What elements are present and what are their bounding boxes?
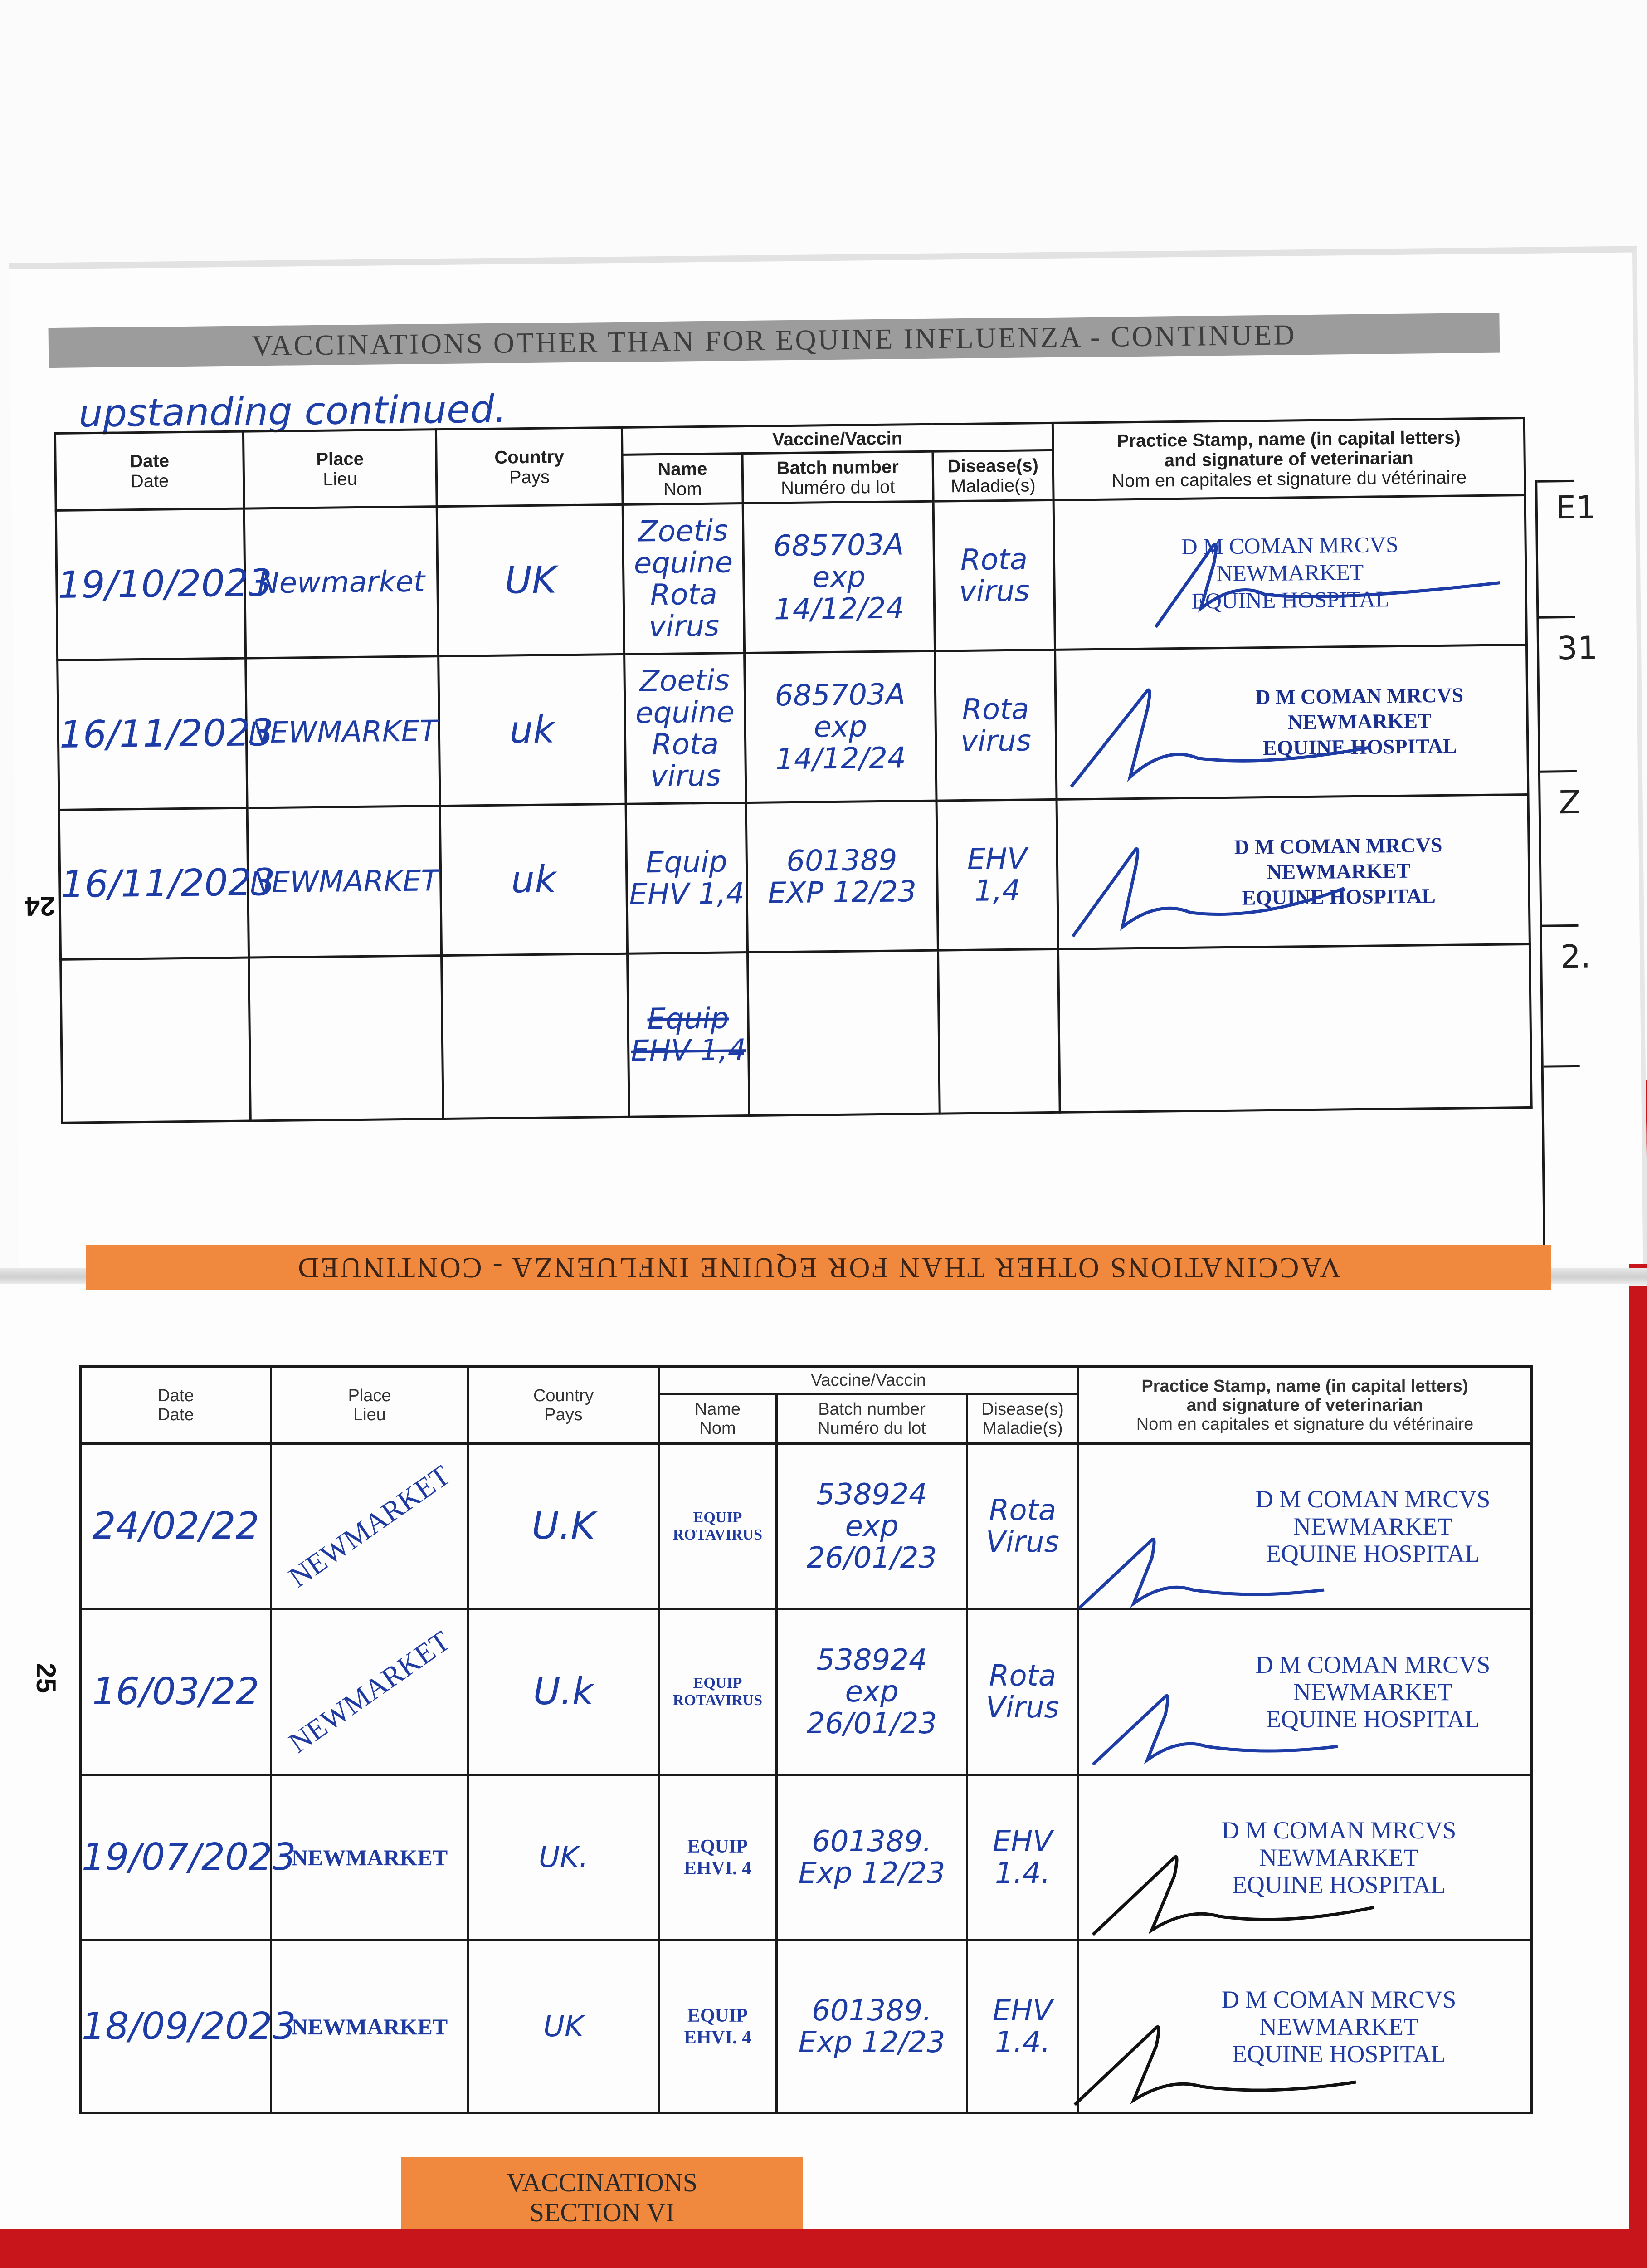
edge-text: E1 (1555, 489, 1597, 527)
place-cell: NEWMARKET (271, 1775, 468, 1941)
edge-line (1540, 770, 1577, 773)
place-cell (271, 1444, 468, 1609)
date-cell: 24/02/22 (81, 1444, 271, 1609)
header-place: Place Lieu (243, 430, 437, 508)
vaccination-table-top (54, 417, 1533, 1124)
vaccine-name-cell: EQUIP ROTAVIRUS (659, 1609, 777, 1775)
header-name: Name Nom (659, 1394, 777, 1444)
place-cell: NEWMARKET (247, 806, 441, 958)
table-row (58, 645, 1528, 810)
vaccination-table-bottom (79, 1365, 1533, 2114)
place-stamp: NEWMARKET (283, 1459, 456, 1593)
country-cell: UK. (468, 1775, 659, 1941)
date-cell: 16/11/2023 (59, 808, 249, 959)
place-cell (271, 1609, 468, 1775)
vet-stamp: D M COMAN MRCVS NEWMARKET EQUINE HOSPITAL (1234, 833, 1442, 909)
date-cell: 16/11/2023 (58, 658, 247, 810)
batch-cell: 685703A exp 14/12/24 (743, 501, 935, 653)
vet-stamp-cell (1078, 1609, 1532, 1775)
disease-cell: EHV 1.4. (967, 1775, 1078, 1941)
vet-stamp: D M COMAN MRCVS NEWMARKET EQUINE HOSPITAL (1221, 1817, 1457, 1898)
edge-text: 31 (1557, 629, 1598, 667)
vet-stamp-cell (1078, 1775, 1532, 1941)
edge-text: Z (1559, 783, 1581, 821)
vaccine-name-cell: Equip EHV 1,4 (628, 953, 750, 1117)
page-number-24: 24 (24, 891, 55, 922)
page-number-25: 25 (30, 1663, 61, 1693)
vaccine-name-cell: EQUIP ROTAVIRUS (659, 1444, 777, 1609)
page-24-banner: VACCINATIONS OTHER THAN FOR EQUINE INFLUENZA - CONTINUED (49, 313, 1500, 368)
header-place: Place Lieu (271, 1367, 468, 1444)
header-stamp: Practice Stamp, name (in capital letters) and signature of veterinarian Nom en capitales et signature du vétérinaire (1078, 1367, 1532, 1444)
disease-cell: Rota Virus (967, 1444, 1078, 1609)
date-cell: 19/10/2023 (56, 508, 245, 660)
page-25 (0, 1252, 1629, 2232)
batch-cell: 685703A exp 14/12/24 (745, 651, 936, 802)
vaccine-name-cell: Zoetis equine Rota virus (624, 653, 746, 804)
vaccine-name-cell: EQUIP EHVI. 4 (659, 1775, 777, 1941)
vet-stamp-cell (1057, 794, 1530, 949)
disease-cell: Rota virus (935, 650, 1057, 801)
edge-line (1539, 616, 1575, 619)
section-label: VACCINATIONS SECTION VI (401, 2157, 803, 2239)
disease-cell: Rota virus (933, 500, 1055, 651)
place-cell: Newmarket (244, 507, 438, 658)
page-25-banner: VACCINATIONS OTHER THAN FOR EQUINE INFLUENZA - CONTINUED (86, 1245, 1551, 1290)
header-name: Name Nom (622, 454, 743, 505)
batch-cell: 601389. Exp 12/23 (777, 1941, 967, 2113)
handwritten-note: upstanding continued. (78, 386, 507, 436)
batch-cell: 601389 EXP 12/23 (746, 801, 938, 952)
header-disease: Disease(s) Maladie(s) (967, 1394, 1078, 1444)
vet-stamp: D M COMAN MRCVS NEWMARKET EQUINE HOSPITAL (1255, 1651, 1491, 1733)
table-row (81, 1444, 1532, 1609)
vet-stamp-cell (1055, 645, 1528, 800)
header-country: Country Pays (468, 1367, 659, 1444)
date-cell (61, 958, 251, 1123)
edge-text: 2. (1560, 938, 1591, 976)
header-stamp: Practice Stamp, name (in capital letters) and signature of veterinarian Nom en capitales et signature du vétérinaire (1053, 418, 1525, 500)
country-cell: uk (439, 654, 626, 806)
header-disease: Disease(s) Maladie(s) (933, 450, 1053, 501)
disease-cell: EHV 1,4 (936, 799, 1058, 950)
next-page-edge (1535, 480, 1598, 1297)
disease-cell: EHV 1.4. (967, 1941, 1078, 2113)
batch-cell: 538924 exp 26/01/23 (777, 1609, 967, 1775)
vaccine-name-cell: Equip EHV 1,4 (626, 803, 747, 954)
table-row (81, 1941, 1532, 2113)
table-row (56, 495, 1526, 660)
edge-line (1542, 924, 1578, 927)
country-cell: UK (468, 1941, 659, 2113)
vet-stamp: D M COMAN MRCVS NEWMARKET EQUINE HOSPITAL (1255, 683, 1464, 759)
batch-cell: 601389. Exp 12/23 (777, 1775, 967, 1941)
vaccine-name-cell: EQUIP EHVI. 4 (659, 1941, 777, 2113)
country-cell: uk (440, 804, 627, 955)
vet-stamp: D M COMAN MRCVS NEWMARKET EQUINE HOSPITAL (1221, 1985, 1457, 2068)
edge-line (1544, 1065, 1580, 1068)
vet-stamp-cell (1058, 944, 1531, 1112)
vet-stamp: D M COMAN MRCVS NEWMARKET EQUINE HOSPITAL (1181, 531, 1399, 614)
header-vaccine: Vaccine/Vaccin (622, 423, 1053, 455)
disease-cell: Rota Virus (967, 1609, 1078, 1775)
place-cell (249, 956, 443, 1121)
vet-stamp-cell (1078, 1941, 1532, 2113)
country-cell: U.K (468, 1444, 659, 1609)
country-cell (442, 953, 629, 1119)
header-vaccine: Vaccine/Vaccin (659, 1367, 1078, 1394)
table-row (81, 1609, 1532, 1775)
header-country: Country Pays (436, 427, 623, 506)
booklet-cover-bottom (0, 2229, 1647, 2268)
edge-line (1537, 480, 1574, 483)
vet-stamp-cell (1078, 1444, 1532, 1609)
header-batch: Batch number Numéro du lot (777, 1394, 967, 1444)
vet-stamp: D M COMAN MRCVS NEWMARKET EQUINE HOSPITAL (1255, 1486, 1491, 1567)
table-row (59, 794, 1530, 959)
place-cell: NEWMARKET (246, 656, 440, 808)
header-date: Date Date (55, 431, 244, 510)
date-cell: 18/09/2023 (81, 1941, 271, 2113)
table-row (81, 1775, 1532, 1941)
page-24 (9, 246, 1647, 1281)
date-cell: 16/03/22 (81, 1609, 271, 1775)
batch-cell: 538924 exp 26/01/23 (777, 1444, 967, 1609)
vaccine-name-cell: Zoetis equine Rota virus (623, 503, 744, 655)
disease-cell (938, 949, 1060, 1114)
header-date: Date Date (81, 1367, 271, 1444)
place-stamp: NEWMARKET (283, 1624, 456, 1759)
country-cell: U.k (468, 1609, 659, 1775)
country-cell: UK (437, 504, 624, 656)
date-cell: 19/07/2023 (81, 1775, 271, 1941)
table-row (61, 944, 1532, 1123)
place-cell: NEWMARKET (271, 1941, 468, 2113)
header-batch: Batch number Numéro du lot (742, 451, 933, 503)
batch-cell (748, 950, 940, 1115)
vet-stamp-cell (1053, 495, 1526, 650)
